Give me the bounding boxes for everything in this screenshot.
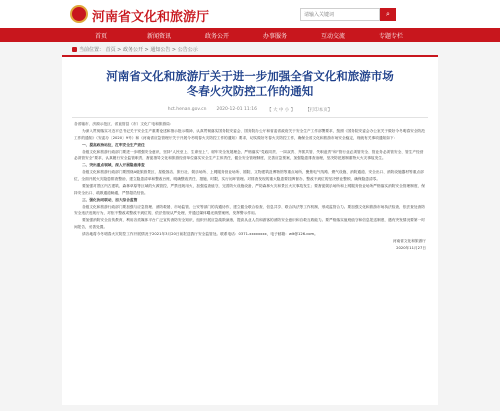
section-heading: 三、强化协同联动，加大综合监管 <box>82 197 138 202</box>
breadcrumb <box>72 46 198 53</box>
body-paragraph: 要加强对景区内古建筑、森林草原等区域的火源管控，严禁违规用火，加强巡查值守，完善防火设施设备，严防森林火灾和景区火灾事故发生；要督促娱乐场所和上网服务营业场所严格落实消防安全管理制度，保持安全出口、疏散通道畅通，严禁超员经营。 <box>74 184 425 195</box>
body-paragraph: 要加强消防安全宣传教育，利用各类媒体平台广泛宣传消防安全知识，组织开展应急疏散演练，提高从业人员和游客的消防安全意识和自救互救能力。要严格落实值班值守和信息报送制度，遇有突发情况要第一时间报告，妥善处置。 <box>74 218 425 229</box>
main-nav <box>0 28 500 42</box>
search-input[interactable] <box>300 8 380 21</box>
body-paragraph: 请各地将今冬明春火灾防控工作开展情况于2021年3月20日前报送我厅安全监管处。联系电话：0371-xxxxxxxx，电子邮箱：wlt@126.com。 <box>82 231 318 236</box>
nav-item-news[interactable]: 新闻资讯 <box>146 32 171 40</box>
nav-item-interaction[interactable]: 互动交流 <box>320 32 345 40</box>
breadcrumb-text[interactable]: 当前位置： 首页 > 政务公开 > 通知公告 > 公告公示 <box>79 47 198 53</box>
body-paragraph: 为深入贯彻落实习近平总书记关于安全生产重要论述和指示批示精神，认真贯彻落实国务院安委会、国务院办公厅和省委省政府关于安全生产工作部署要求，按照《国务院安委会办公室关于做好今冬明春安全防范工作的通知》（安委办〔2020〕9号）和《河南省应急管理厅关于开展今冬明春火灾防控工作的通知》要求，切实做好冬春火灾防控工作，确保全省文化和旅游市场安全稳定，现就有关事项通知如下： <box>74 129 425 140</box>
article-meta <box>62 107 438 117</box>
body-paragraph: 2020年11月27日 <box>396 246 426 251</box>
nav-item-topics[interactable]: 专题专栏 <box>378 32 403 40</box>
article-body <box>74 121 426 399</box>
emblem-icon <box>70 5 88 23</box>
body-paragraph: 各级文化和旅游行政部门要进一步增强安全意识，坚持“人民至上、生命至上”，树牢安全发展理念，严格落实“党政同责、一岗双责、齐抓共管、失职追责”和“管行业必须管安全、管业务必须管安全、管生产经营必须管安全”要求，认真履行安全监管职责，督促指导文化和旅游经营单位落实安全生产主体责任，健全安全管理制度，完善应急预案，加强隐患排查治理，坚决防范遏制重特大火灾事故发生。 <box>74 149 424 161</box>
article-panel <box>62 55 438 405</box>
font-size-switch[interactable]: 【 大 中 小 】 <box>267 108 296 113</box>
meta-date: 2020-12-01 11:16 <box>216 107 258 112</box>
site-header <box>0 0 500 28</box>
body-paragraph: 各省辖市、济源示范区、省直管县（市）文化广电和旅游局： <box>74 122 174 126</box>
home-icon <box>72 47 77 52</box>
article-title-line-1: 河南省文化和旅游厅关于进一步加强全省文化和旅游市场 <box>106 69 394 83</box>
body-paragraph: 河南省文化和旅游厅 <box>392 239 426 244</box>
divider <box>72 117 428 118</box>
nav-item-affairs[interactable]: 政务公开 <box>204 32 229 40</box>
site-title[interactable]: 河南省文化和旅游厅 <box>92 10 210 25</box>
section-heading: 二、突出重点领域，深入开展隐患排查 <box>82 163 145 168</box>
nav-item-services[interactable]: 办事服务 <box>262 32 287 40</box>
search-icon: ⌕ <box>386 10 390 18</box>
print-link[interactable]: 【打印本页】 <box>305 108 333 113</box>
body-paragraph: 各级文化和旅游行政部门要围绕A级旅游景区、星级饭店、旅行社、娱乐场所、上网服务营业场所、剧院、文物建筑及博物馆等重点场所，聚焦电气线路、燃气设施、消防通道、安全出口、消防设施器材等重点部位，全面开展火灾隐患排查整治，建立隐患清单和整改台账，明确整改责任、措施、时限，实行闭环管理。对排查发现的重大隐患要挂牌督办，整改不到位的坚决停业整顿，确保隐患清零。 <box>74 170 424 181</box>
article-title-line-2: 冬春火灾防控工作的通知 <box>186 84 314 98</box>
body-paragraph: 各级文化和旅游行政部门要加强与应急管理、消防救援、市场监管、公安等部门的沟通协作，建立健全联合检查、信息共享、联合执法等工作机制，形成监管合力。要加强文化和旅游市场执法检查，依法查处消防安全违法违规行为，对拒不整改或整改不到位的，依法依规从严处理，并通过媒体曝光典型案例，发挥警示作用。 <box>74 204 425 216</box>
search-button[interactable] <box>380 8 396 21</box>
nav-item-home[interactable]: 首页 <box>94 32 107 40</box>
article-title <box>62 69 438 99</box>
meta-source: hct.henan.gov.cn <box>167 107 207 112</box>
section-heading: 一、提高政治站位，扛牢安全生产责任 <box>82 142 145 147</box>
